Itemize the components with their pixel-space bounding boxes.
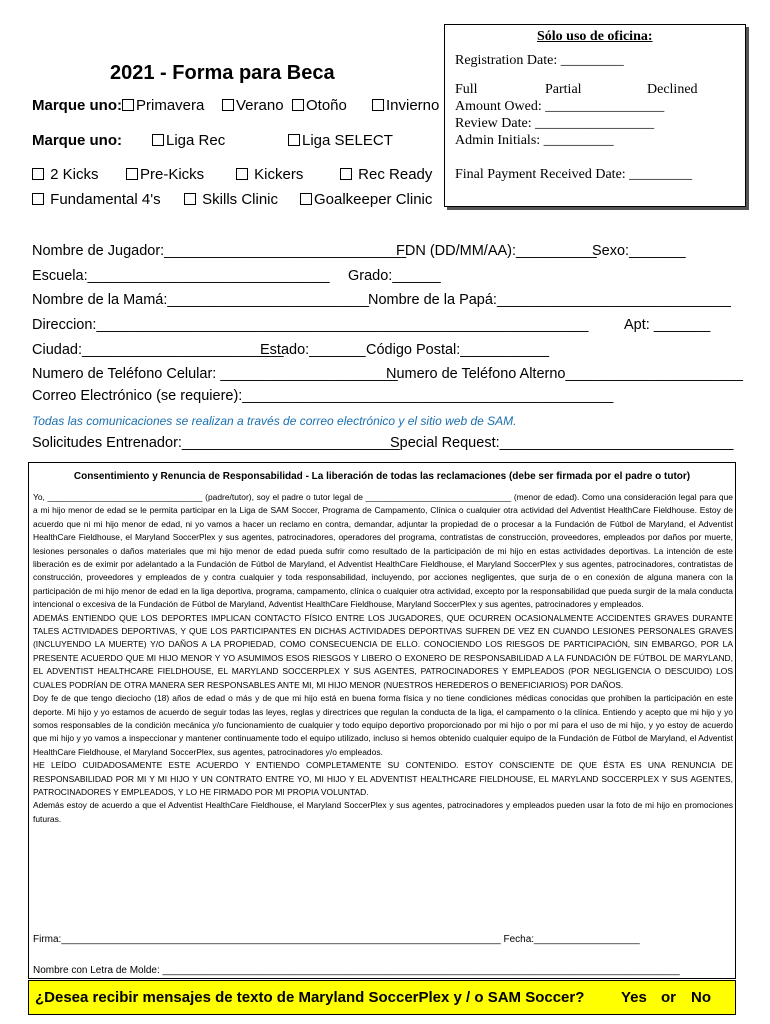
status-declined[interactable]: Declined <box>647 82 698 97</box>
season-option-verano[interactable]: Verano <box>222 97 284 114</box>
status-full[interactable]: Full <box>455 82 478 97</box>
program-option-skills-clinic[interactable]: Skills Clinic <box>184 191 278 208</box>
sex-field[interactable]: Sexo:_______ <box>592 243 686 259</box>
consent-paragraph: Doy fe de que tengo dieciocho (18) años de edad o más y de que mi hijo está en buena forma física y no tiene condiciones médicas conocidas que prohiben la participación en este deporte. Mi hijo y yo estamos de acuerdo de seguir todas las leyes, reglas y directrices que regulan la conducta de la liga, el campamento o la clínica. Entiendo y acepto que mi hijo y yo somos responsables de la condición mecánica y/o funcionamiento de cualquier y todo equipo deportivo proporcionado por mi hijo o por mí para el uso de mi hijo, y yo estoy de acuerdo que mi hijo y yo vamos a inspeccionar y mantener continuamente todo el equipo utilizado, incluso si hemos obtenido cualquier equipo de la Fundación de Fútbol de Maryland, el Adventist HealthCare Fieldhouse, el Maryland SoccerPlex, sus agentes, patrocinadores y/o empleados. <box>33 693 733 757</box>
sms-question: ¿Desea recibir mensajes de texto de Maryland SoccerPlex y / o SAM Soccer? <box>35 989 585 1006</box>
office-use-box <box>444 24 746 207</box>
amount-owed-field[interactable]: Amount Owed: _________________ <box>455 99 665 114</box>
program-option-goalkeeper-clinic[interactable]: Goalkeeper Clinic <box>300 191 432 208</box>
grade-field[interactable]: Grado:______ <box>348 268 441 284</box>
alt-phone-field[interactable]: Numero de Teléfono Alterno______________________ <box>386 366 743 382</box>
program-option-kickers[interactable]: Kickers <box>236 166 303 183</box>
program-option-fundamental-4s[interactable]: Fundamental 4's <box>32 191 161 208</box>
admin-initials-field[interactable]: Admin Initials: __________ <box>455 133 614 148</box>
father-name-field[interactable]: Nombre de la Papá:_____________________________ <box>368 292 731 308</box>
checkbox-icon[interactable] <box>184 193 196 205</box>
consent-paragraph: HE LEÍDO CUIDADOSAMENTE ESTE ACUERDO Y ENTIENDO COMPLETAMENTE SU CONTENIDO. ESTOY CONSCIENTE DE QUE ÉSTA ES UNA RENUNCIA DE RESPONSABILIDAD POR MI Y MI HIJO Y UN CONTRATO ENTRE YO, MI HIJO Y EL ADVENTIST HEALTHCARE FIELDHOUSE, EL MARYLAND SOCCERPLEX Y SUS AGENTES, PATROCINADORES Y EMPLEADOS, Y LO HE FIRMADO POR MI PROPIA VOLUNTAD. <box>33 760 733 797</box>
season-label: Marque uno: <box>32 97 122 114</box>
sms-yes-option[interactable]: Yes <box>621 989 647 1006</box>
consent-waiver-box <box>28 462 736 979</box>
registration-date-field[interactable]: Registration Date: _________ <box>455 53 624 68</box>
checkbox-icon[interactable] <box>32 193 44 205</box>
checkbox-icon[interactable] <box>340 168 352 180</box>
league-option-select[interactable]: Liga SELECT <box>288 132 393 149</box>
season-option-invierno[interactable]: Invierno <box>372 97 439 114</box>
checkbox-icon[interactable] <box>300 193 312 205</box>
checkbox-icon[interactable] <box>222 99 234 111</box>
checkbox-icon[interactable] <box>32 168 44 180</box>
program-option-rec-ready[interactable]: Rec Ready <box>340 166 432 183</box>
player-name-field[interactable]: Nombre de Jugador:______________________________ <box>32 243 407 259</box>
league-label: Marque uno: <box>32 132 122 149</box>
checkbox-icon[interactable] <box>152 134 164 146</box>
program-option-2-kicks[interactable]: 2 Kicks <box>32 166 99 183</box>
consent-paragraph: ADEMÁS ENTIENDO QUE LOS DEPORTES IMPLICAN CONTACTO FÍSICO ENTRE LOS JUGADORES, QUE OCURREN OCASIONALMENTE ACCIDENTES GRAVES DURANTE TALES ACTIVIDADES DEPORTIVAS, Y QUE LOS PARTICIPANTES EN DICHAS ACTIVIDADES DEPORTIVAS SUFREN DE VEZ EN CUANDO LESIONES PERSONALES GRAVES (INCLUYENDO LA MUERTE) Y/O DAÑOS A LA PROPIEDAD, COMO CONSECUENCIA DE ELLO. CONOCIENDO LOS RIESGOS DE PARTICIPACIÓN, SIN EMBARGO, POR LA PRESENTE ACUERDO QUE MI HIJO MENOR Y YO ASUMIMOS ESOS RIESGOS Y LIBERO O EXONERO DE RESPONSABILIDAD A LA FUNDACIÓN DE FÚTBOL DE MARYLAND, EL ADVENTIST HEALTHCARE FIELDHOUSE, EL MARYLAND SOCCERPLEX Y SUS AGENTES, PATROCINADORES Y EMPLEADOS (POR NEGLIGENCIA O DESCUIDO) LOS CUALES PODRÍAN DE OTRA MANERA SER RESPONSABLES ANTE MI, MI HIJO MENOR (NUESTROS HEREDEROS O BENEFICIARIOS) POR DAÑOS. <box>33 612 733 690</box>
checkbox-icon[interactable] <box>126 168 138 180</box>
cell-phone-field[interactable]: Numero de Teléfono Celular: ______________________ <box>32 366 398 382</box>
review-date-field[interactable]: Review Date: _________________ <box>455 116 655 131</box>
season-option-primavera[interactable]: Primavera <box>122 97 204 114</box>
sms-or-text: or <box>661 989 676 1006</box>
checkbox-icon[interactable] <box>372 99 384 111</box>
sms-no-option[interactable]: No <box>691 989 711 1006</box>
email-field[interactable]: Correo Electrónico (se requiere):______________________________________________ <box>32 388 614 404</box>
print-name-field[interactable]: Nombre con Letra de Molde: _____________________________________________________________________________________________ <box>33 965 680 976</box>
form-title: 2021 - Forma para Beca <box>110 62 335 84</box>
coach-request-field[interactable]: Solicitudes Entrenador:___________________________ <box>32 435 400 451</box>
dob-field[interactable]: FDN (DD/MM/AA):__________ <box>396 243 597 259</box>
league-option-rec[interactable]: Liga Rec <box>152 132 225 149</box>
checkbox-icon[interactable] <box>122 99 134 111</box>
apt-field[interactable]: Apt: _______ <box>624 317 711 333</box>
mother-name-field[interactable]: Nombre de la Mamá:_________________________ <box>32 292 369 308</box>
zip-field[interactable]: Código Postal:___________ <box>366 342 550 358</box>
checkbox-icon[interactable] <box>236 168 248 180</box>
season-option-otono[interactable]: Otoño <box>292 97 347 114</box>
city-field[interactable]: Ciudad:_________________________ <box>32 342 284 358</box>
sms-opt-in-banner <box>28 980 736 1015</box>
special-request-field[interactable]: Special Request:_____________________________ <box>390 435 734 451</box>
office-use-title: Sólo uso de oficina: <box>537 29 653 44</box>
program-option-pre-kicks[interactable]: Pre-Kicks <box>126 166 204 183</box>
communications-note: Todas las comunicaciones se realizan a través de correo electrónico y el sitio web de SAM. <box>32 414 517 428</box>
school-field[interactable]: Escuela:______________________________ <box>32 268 330 284</box>
consent-paragraph: Además estoy de acuerdo a que el Adventist HealthCare Fieldhouse, el Maryland SoccerPlex y sus agentes, patrocinadores y empleados pueden usar la foto de mi hijo en promociones futuras. <box>33 800 733 824</box>
final-payment-field[interactable]: Final Payment Received Date: _________ <box>455 167 693 182</box>
consent-title: Consentimiento y Renuncia de Responsabilidad - La liberación de todas las reclamaciones (debe ser firmada por el padre o tutor) <box>73 471 691 482</box>
state-field[interactable]: Estado:_______ <box>260 342 366 358</box>
status-partial[interactable]: Partial <box>545 82 582 97</box>
signature-field[interactable]: Firma:_______________________________________________________________________________ Fecha:___________________ <box>33 934 640 945</box>
address-field[interactable]: Direccion:_____________________________________________________________ <box>32 317 589 333</box>
checkbox-icon[interactable] <box>288 134 300 146</box>
consent-body <box>33 491 733 826</box>
checkbox-icon[interactable] <box>292 99 304 111</box>
consent-paragraph: Yo, _________________________________ (padre/tutor), soy el padre o tutor legal de _______________________________ (menor de edad). Como una consideración legal para que a mi hijo menor de edad se le permita participar en la Liga de SAM Soccer, Programa de Campamento, Clínica o cualquier otra actividad del Adventist HealthCare Fieldhouse. Estoy de acuerdo que ni mi hijo menor de edad, ni yo vamos a hacer un reclamo en contra, demandar, adjuntar la propiedad de o procesar a la Fundación de Fútbol de Maryland, el Adventist HealthCare Fieldhouse, el Maryland SoccerPlex y sus agentes, patrocinadores, operadores del programa, contratistas de construcción, proveedores, empleados por daños por muerte, lesiones personales o daños materiales que mi hijo menor de edad pueda sufrir como resultado de la participación de mi hijo en estas actividades deportivas. La intención de este liberación es de eximir por adelantado a la Fundación de Fútbol de Maryland, el Adventist HealthCare Fieldhouse, el Maryland SoccerPlex y sus agentes, patrocinadores, contratistas de construcción, proveedores y empleados de y contra cualquier y toda responsabilidad, incluyendo, por acciones negligentes, que surja de o en conexión de alguna manera con la participación de mi hijo menor de edad en la liga deportiva, programa, campamento, clínica o cualquier otra actividad, excepto por la responsabilidad que pueda surgir de la mala conducta intencional o excesiva de la Fundación de Fútbol de Maryland, Adventist HealthCare Fieldhouse, Maryland SoccerPlex y sus agentes, patrocinadores y empleados. <box>33 492 733 610</box>
